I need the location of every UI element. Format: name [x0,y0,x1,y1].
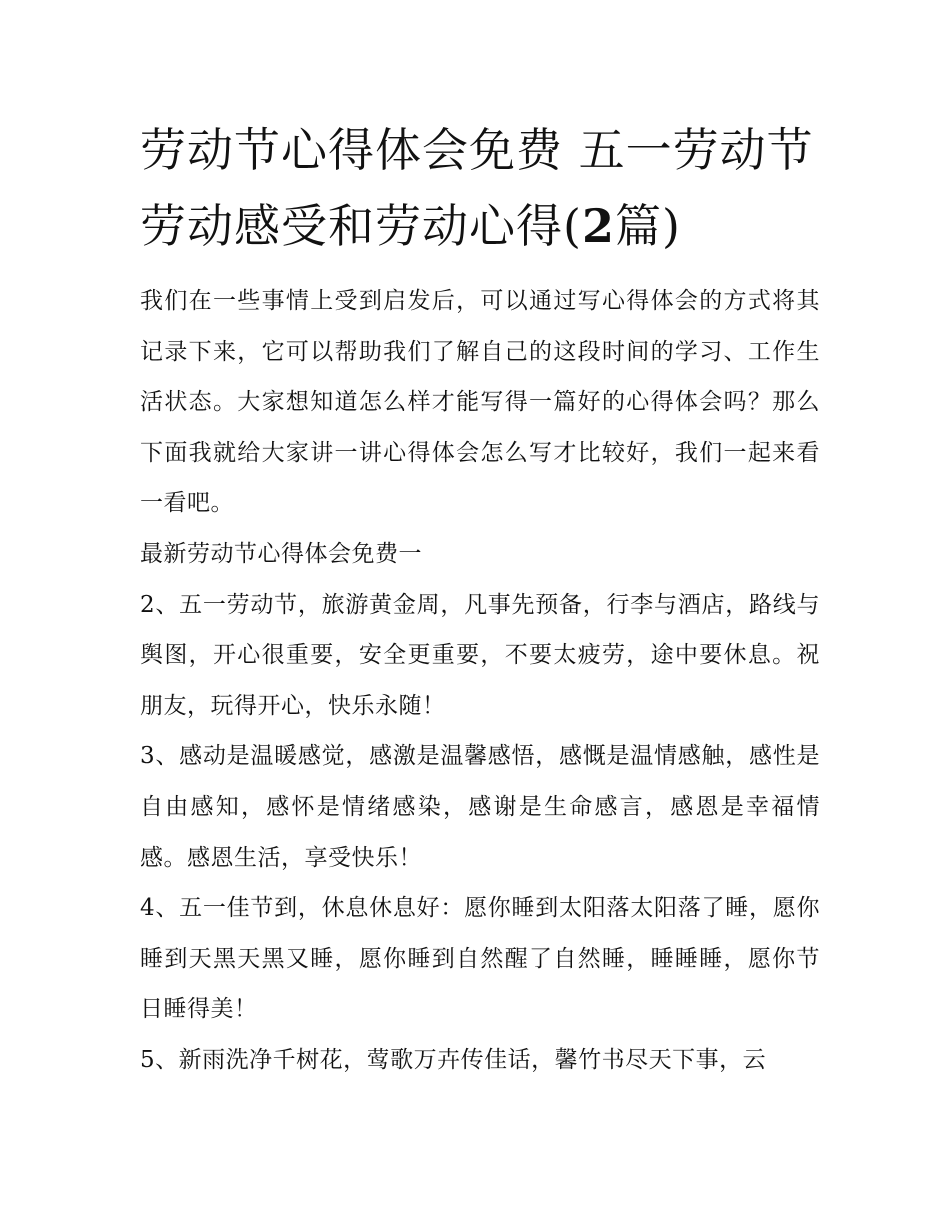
list-item: 3、感动是温暖感觉，感激是温馨感悟，感慨是温情感触，感性是自由感知，感怀是情绪感染，感谢是生命感言，感恩是幸福情感。感恩生活，享受快乐！ [140,743,820,871]
title-text-part2: 篇) [614,199,681,253]
intro-paragraph: 我们在一些事情上受到启发后，可以通过写心得体会的方式将其记录下来，它可以帮助我们了解自己的这段时间的学习、工作生活状态。大家想知道怎么样才能写得一篇好的心得体会吗？那么下面我就给大家讲一讲心得体会怎么写才比较好，我们一起来看一看吧。 [140,288,820,517]
section-subheading: 最新劳动节心得体会免费一 [140,540,422,567]
document-page [140,112,820,1086]
title-text-part1: 劳动节心得体会免费 五一劳动节劳动感受和劳动心得( [140,123,814,253]
title-number: 2 [581,199,615,253]
list-item: 4、五一佳节到，休息休息好：愿你睡到太阳落太阳落了睡，愿你睡到天黑天黑又睡，愿你睡到自然醒了自然睡，睡睡睡，愿你节日睡得美！ [140,895,820,1023]
document-title [140,112,820,264]
list-item: 5、新雨洗净千树花，莺歌万卉传佳话，馨竹书尽天下事，云 [140,1046,767,1073]
list-item: 2、五一劳动节，旅游黄金周，凡事先预备，行李与酒店，路线与舆图，开心很重要，安全更重要，不要太疲劳，途中要休息。祝朋友，玩得开心，快乐永随！ [140,591,820,719]
